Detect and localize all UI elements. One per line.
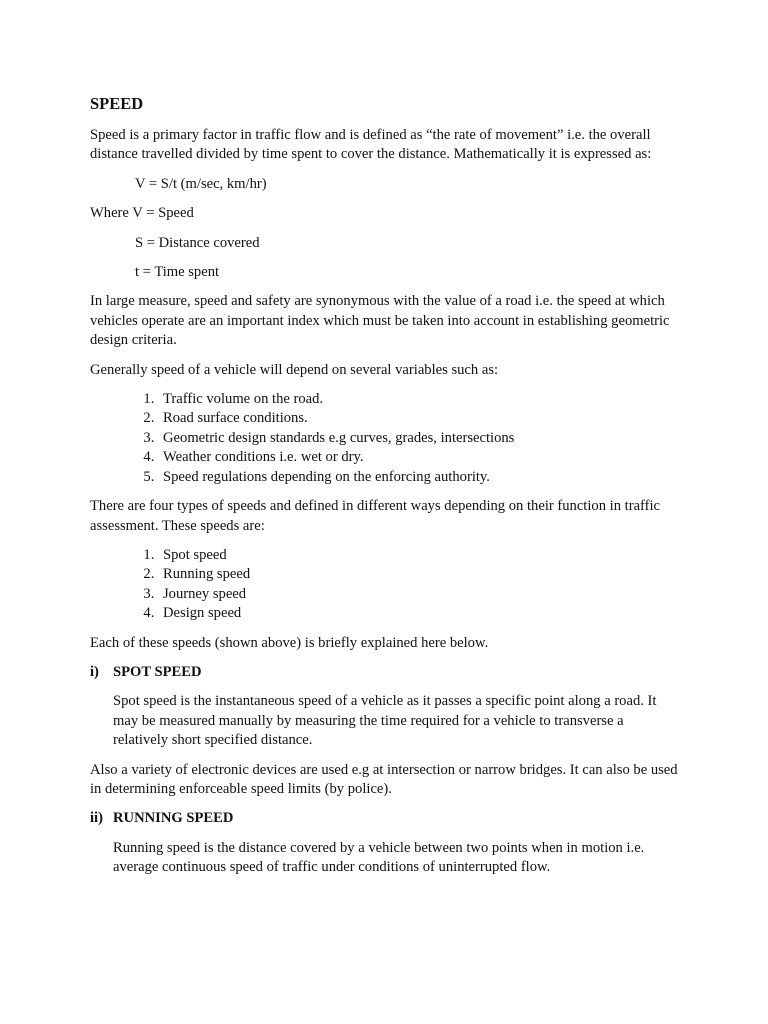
list-item: 3. Geometric design standards e.g curves, grades, intersections <box>158 429 680 448</box>
intro-paragraph: Speed is a primary factor in traffic flow and is defined as “the rate of movement” i.e. the overall distance travelled divided by time spent to cover the distance. Mathematically it is expressed as: <box>90 127 652 163</box>
document-page <box>90 94 680 888</box>
section-number: i) <box>90 663 99 680</box>
list-item: 1. Spot speed <box>158 546 680 565</box>
spot-speed-body: Spot speed is the instantaneous speed of a vehicle as it passes a specific point along a road. It may be measured manually by measuring the time required for a vehicle to transverse a relatively short specified distance. <box>113 693 657 749</box>
speed-formula: V = S/t (m/sec, km/hr) <box>135 175 267 192</box>
list-item: 1. Traffic volume on the road. <box>158 390 680 409</box>
list-item: 5. Speed regulations depending on the enforcing authority. <box>158 468 680 487</box>
list-item: 2. Running speed <box>158 565 680 584</box>
section-number: ii) <box>90 810 103 827</box>
section-title: RUNNING SPEED <box>113 810 234 827</box>
spot-speed-extra: Also a variety of electronic devices are used e.g at intersection or narrow bridges. It can also be used in determining enforceable speed limits (by police). <box>90 761 678 797</box>
list-item: 2. Road surface conditions. <box>158 409 680 428</box>
where-s-line: S = Distance covered <box>135 234 260 251</box>
page-title: SPEED <box>90 94 144 113</box>
variables-paragraph: Generally speed of a vehicle will depend on several variables such as: <box>90 361 499 378</box>
variables-list <box>90 390 680 487</box>
list-item: 4. Weather conditions i.e. wet or dry. <box>158 448 680 467</box>
where-v-line: Where V = Speed <box>90 205 194 222</box>
where-t-line: t = Time spent <box>135 264 220 281</box>
spot-speed-heading <box>90 663 680 682</box>
speed-types-list <box>90 546 680 624</box>
list-item: 4. Design speed <box>158 604 680 623</box>
list-item: 3. Journey speed <box>158 585 680 604</box>
types-paragraph: There are four types of speeds and defined in different ways depending on their function in traffic assessment. These speeds are: <box>90 498 661 534</box>
running-speed-heading <box>90 809 680 828</box>
safety-paragraph: In large measure, speed and safety are synonymous with the value of a road i.e. the speed at which vehicles operate are an important index which must be taken into account in establishing geometric design criteria. <box>90 293 670 349</box>
section-title: SPOT SPEED <box>113 663 202 680</box>
each-paragraph: Each of these speeds (shown above) is briefly explained here below. <box>90 634 489 651</box>
running-speed-body: Running speed is the distance covered by a vehicle between two points when in motion i.e. average continuous speed of traffic under conditions of uninterrupted flow. <box>113 839 645 876</box>
